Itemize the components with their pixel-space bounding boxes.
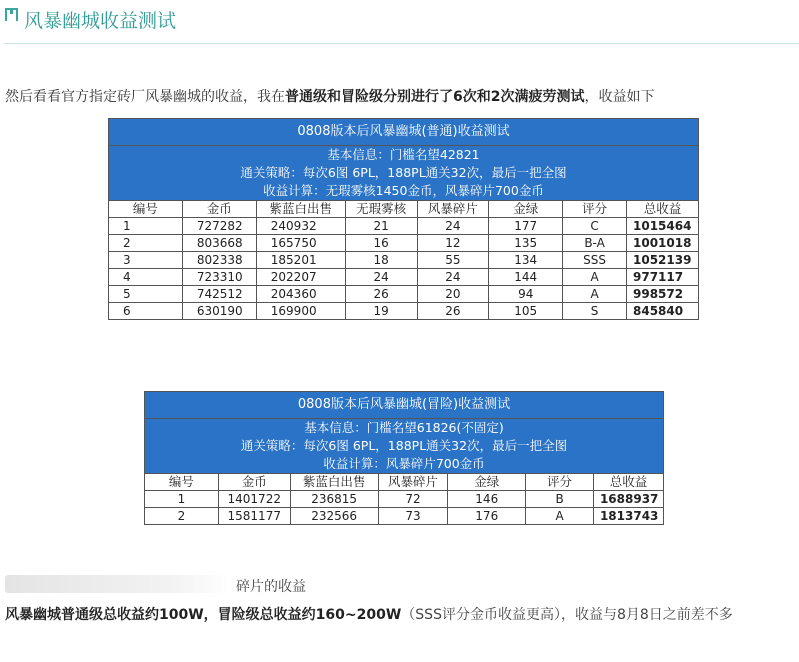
table-cell: 3 (109, 252, 183, 269)
table-cell: 803668 (182, 235, 256, 252)
caption-text: 碎片的收益 (236, 579, 306, 595)
table-cell: 1688937 (593, 491, 663, 508)
table-cell: 177 (489, 218, 563, 235)
table-cell: 73 (378, 508, 448, 525)
column-header: 风暴碎片 (417, 201, 489, 218)
adventure-revenue-table (144, 391, 664, 525)
column-header: 编号 (145, 474, 219, 491)
table-cell: 236815 (290, 491, 378, 508)
table-cell: A (563, 269, 627, 286)
table-row (109, 235, 699, 252)
article-title: 风暴幽城收益测试 (24, 10, 177, 32)
table-row (145, 508, 664, 525)
table-info-line: 收益计算：无瑕雾核1450金币，风暴碎片700金币 (109, 182, 699, 201)
table-cell: 24 (345, 269, 417, 286)
table-info-line: 收益计算：风暴碎片700金币 (145, 455, 664, 474)
table-cell: S (563, 303, 627, 320)
table-row (109, 269, 699, 286)
table-header-row (109, 201, 699, 218)
table-cell: 1015464 (627, 218, 699, 235)
table-cell: 146 (448, 491, 526, 508)
table-cell: 1 (145, 491, 219, 508)
table-cell: 169900 (256, 303, 345, 320)
table-cell: 204360 (256, 286, 345, 303)
table-cell: B-A (563, 235, 627, 252)
column-header: 评分 (526, 474, 594, 491)
article-title-bar (0, 0, 799, 46)
table-row (109, 252, 699, 269)
table-cell: 12 (417, 235, 489, 252)
column-header: 评分 (563, 201, 627, 218)
table-cell: 176 (448, 508, 526, 525)
table-cell: A (563, 286, 627, 303)
table-row (109, 218, 699, 235)
summary-paragraph (5, 603, 795, 628)
table-cell: 165750 (256, 235, 345, 252)
table-cell: 1813743 (593, 508, 663, 525)
table-cell: 20 (417, 286, 489, 303)
redacted-text (5, 575, 235, 593)
table-title: 0808版本后风暴幽城(冒险)收益测试 (145, 392, 664, 419)
table-info-line: 通关策略：每次6图 6PL，188PL通关32次，最后一把全图 (145, 437, 664, 455)
table-row (109, 286, 699, 303)
table-cell: C (563, 218, 627, 235)
table-cell: 977117 (627, 269, 699, 286)
table-cell: 135 (489, 235, 563, 252)
bookmark-icon (5, 8, 18, 21)
table-info-line: 通关策略：每次6图 6PL，188PL通关32次，最后一把全图 (109, 164, 699, 182)
table-cell: 55 (417, 252, 489, 269)
table-cell: 18 (345, 252, 417, 269)
table-cell: 26 (345, 286, 417, 303)
intro-paragraph (5, 86, 654, 106)
table-cell: 5 (109, 286, 183, 303)
table-cell: 998572 (627, 286, 699, 303)
table-cell: B (526, 491, 594, 508)
table-cell: 802338 (182, 252, 256, 269)
column-header: 紫蓝白出售 (290, 474, 378, 491)
column-header: 总收益 (627, 201, 699, 218)
intro-text-start: 然后看看官方指定砖厂风暴幽城的收益，我在 (5, 89, 285, 105)
table-cell: 72 (378, 491, 448, 508)
table-row (145, 491, 664, 508)
table-cell: 742512 (182, 286, 256, 303)
table-info-line: 基本信息：门槛名望61826(不固定) (145, 419, 664, 438)
table-cell: 232566 (290, 508, 378, 525)
table-cell: 26 (417, 303, 489, 320)
table-cell: 630190 (182, 303, 256, 320)
table-cell: 185201 (256, 252, 345, 269)
intro-text-end: ，收益如下 (584, 89, 655, 105)
column-header: 金绿 (489, 201, 563, 218)
table-cell: 24 (417, 218, 489, 235)
table-cell: 1401722 (218, 491, 290, 508)
column-header: 总收益 (593, 474, 663, 491)
table-cell: 16 (345, 235, 417, 252)
column-header: 紫蓝白出售 (256, 201, 345, 218)
title-divider (4, 43, 799, 44)
table-cell: 21 (345, 218, 417, 235)
column-header: 无瑕雾核 (345, 201, 417, 218)
table-cell: 144 (489, 269, 563, 286)
column-header: 金币 (182, 201, 256, 218)
table-header-row (145, 474, 664, 491)
table-cell: 727282 (182, 218, 256, 235)
summary-rest: （SSS评分金币收益更高），收益与8月8日之前差不多 (401, 607, 733, 623)
table-row (109, 303, 699, 320)
table-cell: 6 (109, 303, 183, 320)
table-cell: 240932 (256, 218, 345, 235)
column-header: 金绿 (448, 474, 526, 491)
table-cell: SSS (563, 252, 627, 269)
table-title: 0808版本后风暴幽城(普通)收益测试 (109, 119, 699, 146)
table-cell: 845840 (627, 303, 699, 320)
summary-bold: 风暴幽城普通级总收益约100W，冒险级总收益约160~200W (5, 607, 402, 623)
table-cell: 24 (417, 269, 489, 286)
table-cell: 2 (145, 508, 219, 525)
table-cell: 723310 (182, 269, 256, 286)
table-cell: 1581177 (218, 508, 290, 525)
table-cell: 4 (109, 269, 183, 286)
table-cell: 19 (345, 303, 417, 320)
table-cell: 105 (489, 303, 563, 320)
table-cell: 202207 (256, 269, 345, 286)
table-cell: A (526, 508, 594, 525)
column-header: 编号 (109, 201, 183, 218)
column-header: 风暴碎片 (378, 474, 448, 491)
intro-text-bold: 普通级和冒险级分别进行了6次和2次满疲劳测试 (285, 89, 585, 105)
table-info-line: 基本信息：门槛名望42821 (109, 146, 699, 165)
normal-revenue-table (108, 118, 699, 320)
table-cell: 1001018 (627, 235, 699, 252)
table-cell: 134 (489, 252, 563, 269)
table-cell: 2 (109, 235, 183, 252)
table-cell: 94 (489, 286, 563, 303)
table-cell: 1052139 (627, 252, 699, 269)
column-header: 金币 (218, 474, 290, 491)
table-cell: 1 (109, 218, 183, 235)
